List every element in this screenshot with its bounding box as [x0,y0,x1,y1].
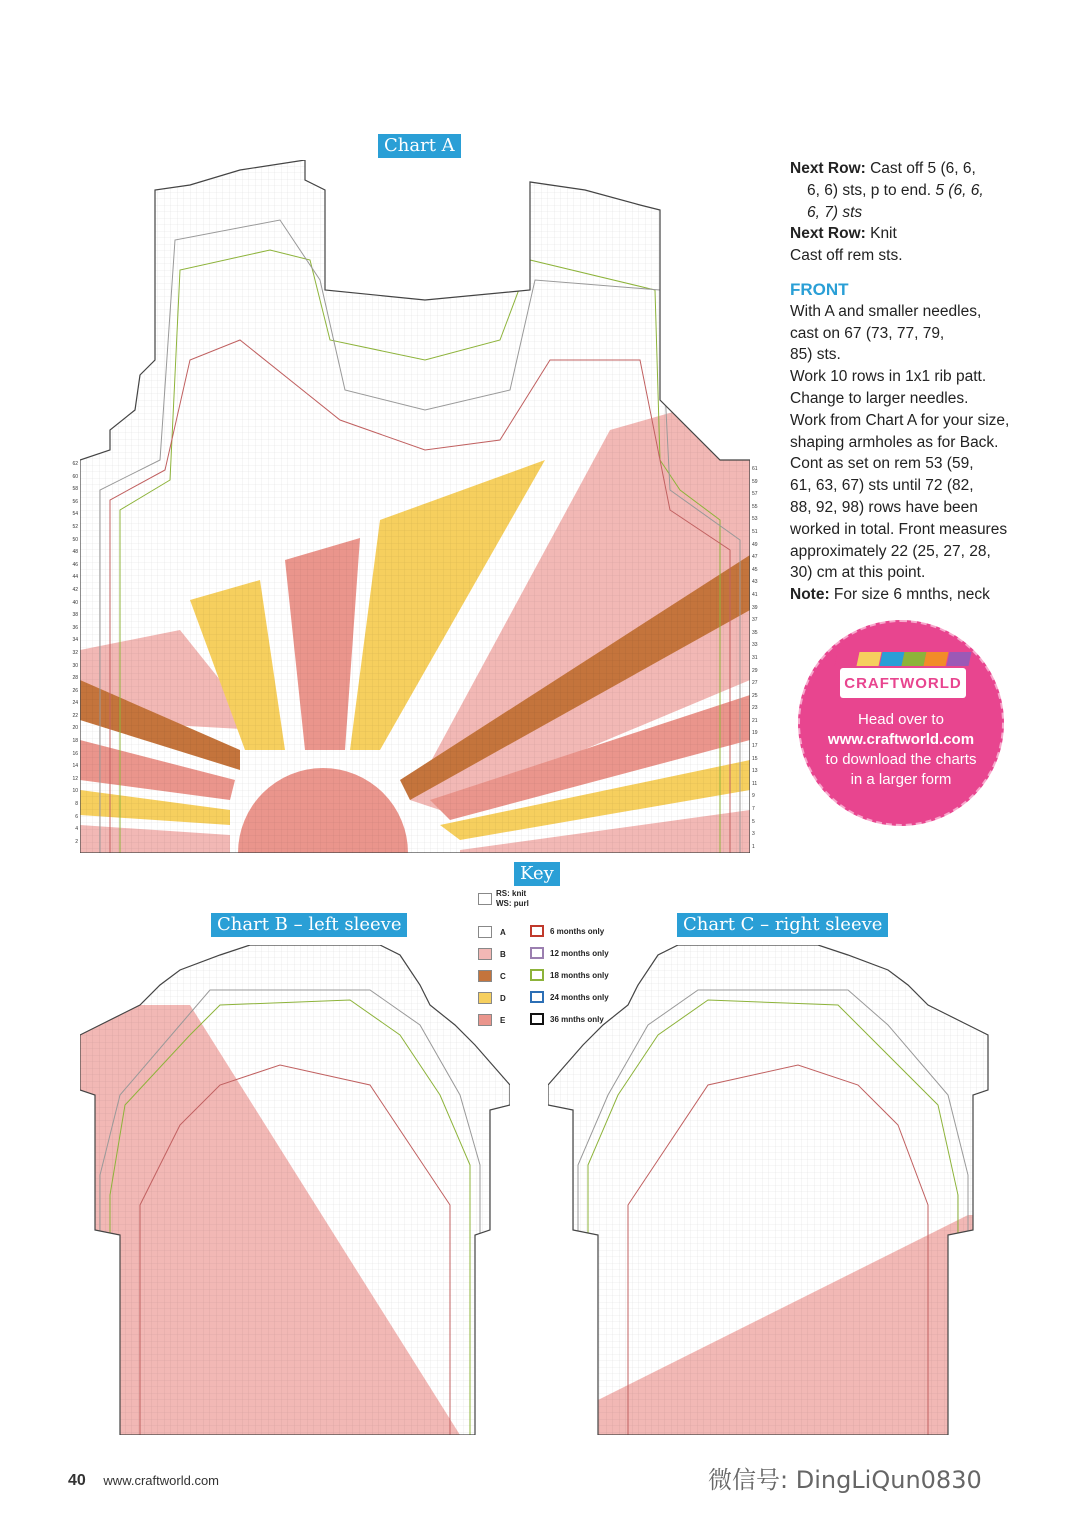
logo-stripe [879,652,904,666]
row-number: 3 [752,831,755,838]
key-size-swatch [530,991,544,1003]
row-number: 62 [72,461,78,467]
row-number: 45 [752,566,758,573]
row-number: 55 [752,503,758,510]
text-line [790,202,1060,224]
craftworld-badge[interactable] [798,620,1004,826]
text-italic: 5 (6, 6, [935,181,984,199]
logo-stripe [857,652,882,666]
key-size-swatch [530,1013,544,1025]
key-ws-label: WS: purl [496,899,529,908]
row-number: 29 [752,667,758,674]
row-number: 2 [75,838,78,845]
craftworld-logo: CRAFTWORLD [840,668,966,698]
pattern-text [790,158,1060,606]
text-line: Work 10 rows in 1x1 rib patt. [790,368,987,386]
row-number: 17 [752,743,758,750]
text-line: shaping armholes as for Back. [790,433,999,451]
text-bold: Next Row: [790,225,866,243]
key-color-a [478,925,506,939]
page-number: 40 [68,1472,86,1489]
footer-url[interactable]: www.craftworld.com [103,1473,219,1488]
key-color-label: A [500,927,506,937]
text-line: Work from Chart A for your size, [790,411,1010,429]
text-line: 61, 63, 67) sts until 72 (82, [790,477,974,495]
text-line: Cast off rem sts. [790,247,903,265]
row-number: 54 [72,511,78,518]
row-number: 59 [752,478,758,485]
badge-url[interactable]: www.craftworld.com [827,731,975,748]
row-number: 5 [752,818,755,825]
key-size-label: 24 months only [550,992,609,1002]
row-number: 36 [72,624,78,631]
row-number: 60 [72,473,78,480]
text-line: With A and smaller needles, [790,302,982,320]
row-number: 4 [75,826,78,833]
row-number: 58 [72,486,78,493]
row-number: 13 [752,768,758,775]
row-number: 31 [752,654,758,661]
chart-c [548,945,998,1435]
chart-a-svg [80,160,750,853]
key-title: Key [514,862,560,886]
key-color-label: D [500,993,506,1003]
row-number: 30 [72,662,78,669]
row-number: 46 [72,561,78,568]
badge-line: to download the charts [825,751,977,768]
key-size-swatch [530,947,544,959]
chart-b [80,945,510,1435]
row-number: 50 [72,536,78,543]
row-number: 41 [752,591,758,598]
row-number: 16 [72,750,78,757]
row-number: 47 [752,554,758,561]
key-color-label: C [500,971,506,981]
row-number: 21 [752,717,758,724]
row-number: 19 [752,730,758,737]
row-number: 23 [752,705,758,712]
row-number: 56 [72,498,78,505]
row-number: 24 [72,700,78,707]
row-number: 27 [752,680,758,687]
chart-a-title: Chart A [378,134,461,158]
key-rs-ws [478,889,529,908]
chart-b-title: Chart B – left sleeve [211,913,407,937]
text-line: cast on 67 (73, 77, 79, [790,324,945,342]
key-size-label: 6 months only [550,926,605,936]
key-size-label: 36 mnths only [550,1014,604,1024]
text-line: worked in total. Front measures [790,520,1008,538]
footer [68,1472,219,1490]
row-number: 48 [72,549,78,556]
row-number: 35 [752,629,758,636]
row-number: 33 [752,642,758,649]
badge-text [800,710,1002,790]
row-number: 43 [752,579,758,586]
row-number: 49 [752,541,758,548]
text-span: For size 6 mnths, neck [829,586,990,604]
badge-line: Head over to [858,711,944,728]
text-italic: 6, 7) sts [807,203,863,221]
row-number: 15 [752,755,758,762]
text-line: Change to larger needles. [790,389,969,407]
row-number: 6 [75,813,78,820]
key-size-label: 18 months only [550,970,609,980]
key-size [530,924,604,938]
row-number: 52 [72,523,78,530]
text-line: 88, 92, 98) rows have been [790,498,978,516]
badge-line: in a larger form [850,771,952,788]
text-line [790,158,1060,180]
row-number: 38 [72,612,78,619]
logo-stripes [836,652,970,666]
chart-c-svg [548,945,998,1435]
chart-a [72,160,758,853]
key-size-label: 12 months only [550,948,609,958]
row-number: 57 [752,491,758,498]
logo-stripe [946,652,971,666]
row-number: 8 [75,801,78,808]
key-size-swatch [530,925,544,937]
text-bold: Next Row: [790,160,866,177]
key-rs-label: RS: knit [496,889,527,898]
row-number: 34 [72,637,78,644]
logo-stripe [924,652,949,666]
row-number: 20 [72,725,78,732]
text-span: Cast off 5 (6, 6, [865,160,976,177]
text-span: Knit [865,225,897,243]
row-number: 40 [72,599,78,606]
text-line: 85) sts. [790,346,841,364]
row-number: 14 [72,763,78,770]
key-color-label: E [500,1015,506,1025]
row-number: 42 [72,586,78,593]
row-number: 32 [72,649,78,656]
chart-b-svg [80,945,510,1435]
row-number: 22 [72,712,78,719]
row-number: 51 [752,528,758,535]
chart-a-row-numbers-left [66,460,78,850]
row-number: 39 [752,604,758,611]
text-line [790,223,1060,245]
row-number: 28 [72,675,78,682]
text-line [790,584,1060,606]
text-line [790,180,1060,202]
text-line: Cont as set on rem 53 (59, [790,455,974,473]
text-line: 30) cm at this point. [790,564,926,582]
row-number: 9 [752,793,755,800]
row-number: 25 [752,692,758,699]
row-number: 11 [752,780,758,787]
front-heading: FRONT [790,279,849,299]
row-number: 18 [72,738,78,745]
key-swatch-stitch [478,893,492,905]
key-swatch [478,926,492,938]
row-number: 61 [752,466,758,472]
row-number: 12 [72,775,78,782]
text-bold: Note: [790,586,830,604]
row-number: 1 [752,843,755,850]
row-number: 53 [752,516,758,523]
key-size-swatch [530,969,544,981]
row-number: 44 [72,574,78,581]
watermark: 微信号: DingLiQun0830 [708,1466,982,1494]
row-number: 37 [752,617,758,624]
text-line: approximately 22 (25, 27, 28, [790,542,991,560]
text-span: 6, 6) sts, p to end. [807,181,936,199]
chart-a-row-numbers-right [752,465,764,855]
chart-c-title: Chart C – right sleeve [677,913,888,937]
row-number: 26 [72,687,78,694]
key-color-label: B [500,949,506,959]
row-number: 7 [752,806,755,813]
row-number: 10 [72,788,78,795]
